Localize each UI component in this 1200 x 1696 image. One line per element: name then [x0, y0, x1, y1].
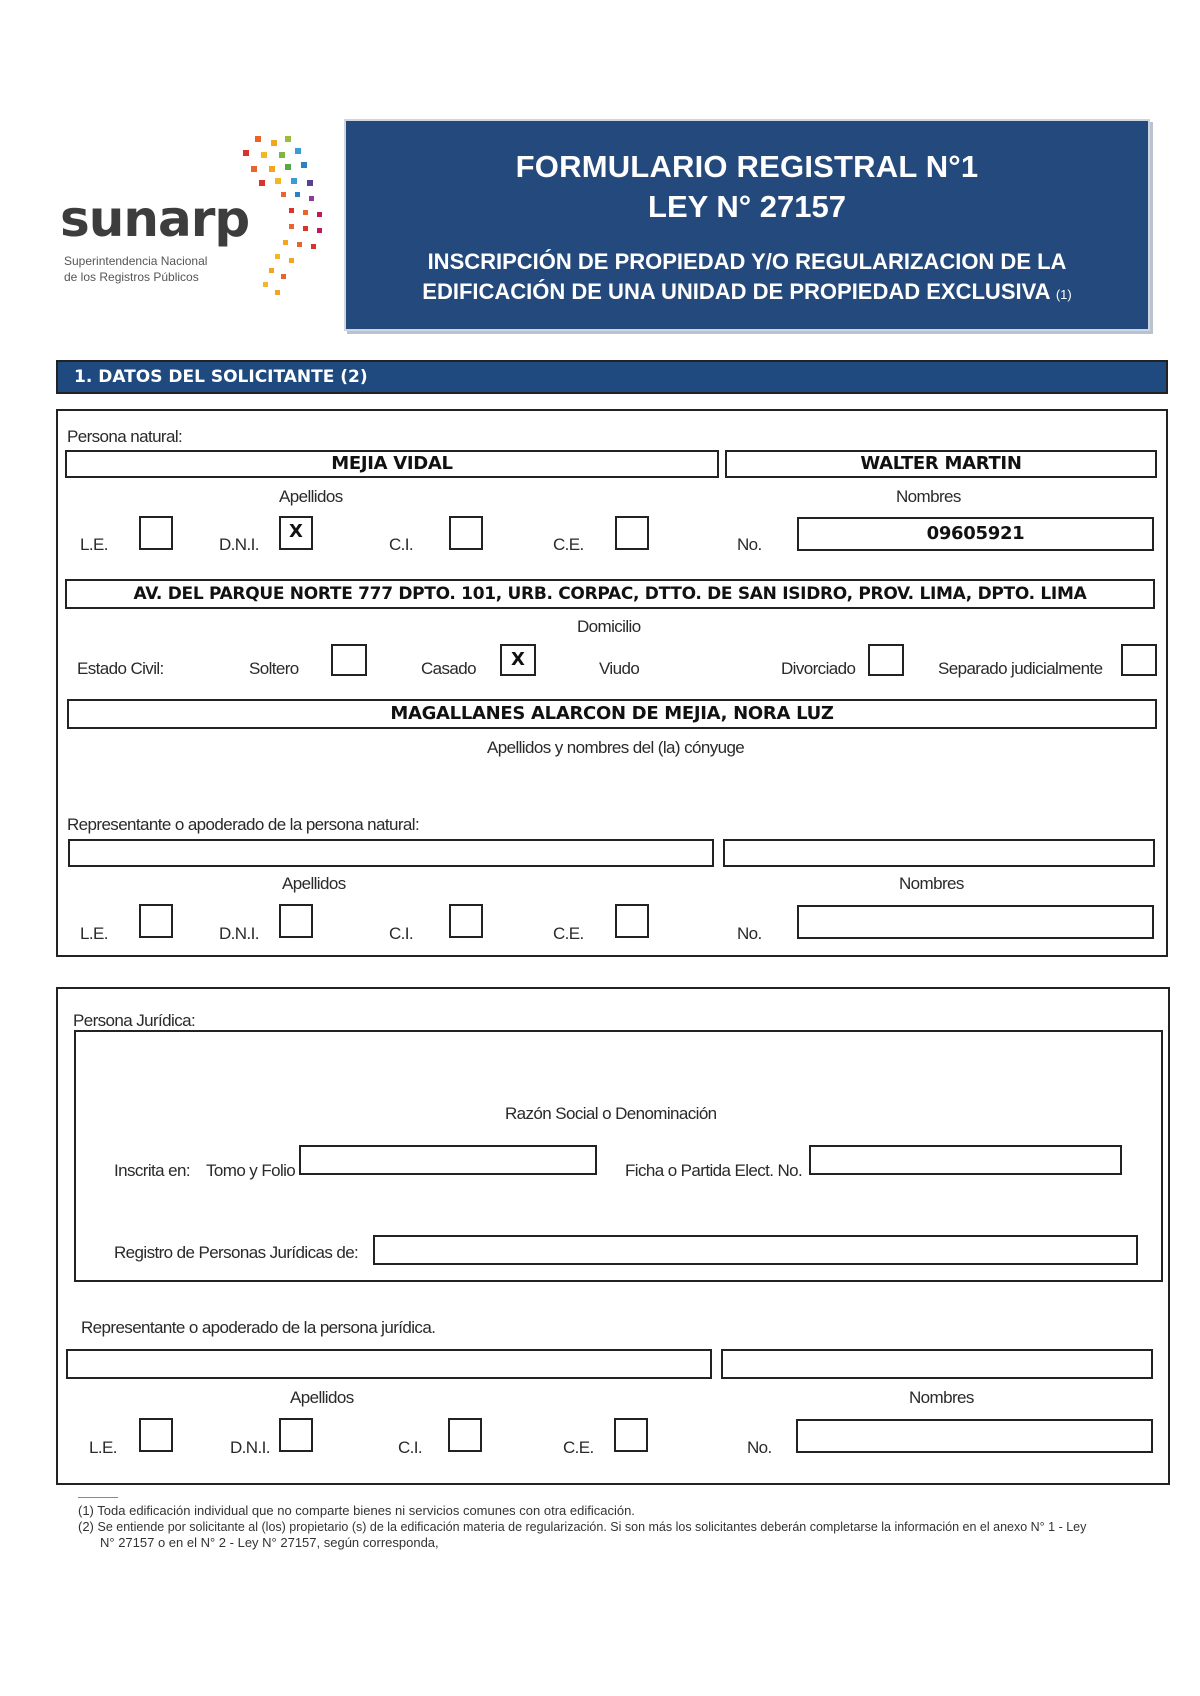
juridical-rep-apellidos-field[interactable] [66, 1349, 712, 1379]
juridical-rep-dni-checkbox[interactable] [279, 1418, 313, 1452]
footnote-2-text-line1: Se entiende por solicitante al (los) propietario (s) de la edificación materia de regularización. Si son más los solicitantes deberán completarse la información en el anexo N° 1 - Ley [97, 1520, 1087, 1534]
ficha-partida-label: Ficha o Partida Elect. No. [625, 1161, 803, 1180]
natural-apellidos-label: Apellidos [279, 487, 343, 506]
natural-rep-label: Representante o apoderado de la persona natural: [67, 815, 420, 834]
natural-rep-dni-checkbox[interactable] [279, 904, 313, 938]
natural-apellidos-field[interactable]: MEJIA VIDAL [65, 450, 719, 478]
separado-label: Separado judicialmente [938, 659, 1103, 678]
brand-name: sunarp [60, 190, 250, 248]
razon-social-label: Razón Social o Denominación [505, 1104, 717, 1123]
natural-dni-label: D.N.I. [219, 535, 259, 554]
natural-rep-doc-number-field[interactable] [797, 905, 1154, 939]
casado-checkbox[interactable]: X [500, 644, 536, 676]
natural-rep-dni-label: D.N.I. [219, 924, 259, 943]
footnote-1-ref: (1) [78, 1503, 94, 1518]
natural-nombres-label: Nombres [896, 487, 961, 506]
natural-ci-checkbox[interactable] [449, 516, 483, 550]
juridical-rep-doc-number-field[interactable] [796, 1419, 1153, 1453]
brand-subtitle-line2: de los Registros Públicos [64, 270, 199, 284]
section-title-bar [56, 360, 1168, 394]
footnote-2 [78, 1519, 1178, 1535]
footnote-divider [78, 1497, 118, 1498]
natural-nombres-field[interactable]: WALTER MARTIN [725, 450, 1157, 478]
natural-doc-number-field[interactable]: 09605921 [797, 517, 1154, 551]
soltero-label: Soltero [249, 659, 299, 678]
form-title-line2: LEY N° 27157 [648, 189, 846, 224]
sunarp-logo [60, 130, 320, 310]
ficha-partida-field[interactable] [809, 1145, 1122, 1175]
viudo-label: Viudo [599, 659, 640, 678]
tomo-folio-label: Tomo y Folio [206, 1161, 296, 1180]
natural-rep-ci-checkbox[interactable] [449, 904, 483, 938]
natural-ce-label: C.E. [553, 535, 584, 554]
footnote-1-text: Toda edificación individual que no comparte bienes ni servicios comunes con otra edificación. [97, 1503, 635, 1518]
juridical-rep-dni-label: D.N.I. [230, 1438, 270, 1457]
juridical-rep-nombres-field[interactable] [721, 1349, 1153, 1379]
form-title-line1: FORMULARIO REGISTRAL N°1 [515, 149, 979, 184]
natural-rep-ce-label: C.E. [553, 924, 584, 943]
natural-rep-nombres-field[interactable] [723, 839, 1155, 867]
natural-rep-le-label: L.E. [80, 924, 108, 943]
form-subtitle-line2 [346, 279, 1148, 305]
form-header [344, 119, 1150, 331]
natural-rep-ci-label: C.I. [389, 924, 414, 943]
brand-subtitle-line1: Superintendencia Nacional [64, 254, 208, 268]
footnote-1 [78, 1503, 1178, 1519]
registro-juridicas-label: Registro de Personas Jurídicas de: [114, 1243, 359, 1262]
registro-juridicas-field[interactable] [373, 1235, 1138, 1265]
divorciado-checkbox[interactable] [868, 644, 904, 676]
inscrita-label: Inscrita en: [114, 1161, 190, 1180]
natural-person-panel [56, 409, 1168, 957]
form-subtitle-line1: INSCRIPCIÓN DE PROPIEDAD Y/O REGULARIZACION DE LA [427, 249, 1067, 274]
conyuge-field[interactable]: MAGALLANES ALARCON DE MEJIA, NORA LUZ [67, 699, 1157, 729]
natural-le-label: L.E. [80, 535, 108, 554]
natural-rep-nombres-label: Nombres [899, 874, 964, 893]
conyuge-label: Apellidos y nombres del (la) cónyuge [487, 738, 745, 757]
juridical-rep-nombres-label: Nombres [909, 1388, 974, 1407]
natural-rep-ce-checkbox[interactable] [615, 904, 649, 938]
divorciado-label: Divorciado [781, 659, 856, 678]
soltero-checkbox[interactable] [331, 644, 367, 676]
natural-no-label: No. [737, 535, 762, 554]
natural-ce-checkbox[interactable] [615, 516, 649, 550]
natural-rep-apellidos-field[interactable] [68, 839, 714, 867]
natural-rep-le-checkbox[interactable] [139, 904, 173, 938]
juridical-rep-ci-checkbox[interactable] [448, 1418, 482, 1452]
natural-rep-apellidos-label: Apellidos [282, 874, 346, 893]
juridical-rep-le-checkbox[interactable] [139, 1418, 173, 1452]
tomo-folio-field[interactable] [299, 1145, 597, 1175]
form-note-ref: (1) [1055, 287, 1072, 302]
natural-domicilio-label: Domicilio [577, 617, 641, 636]
juridical-rep-ce-checkbox[interactable] [614, 1418, 648, 1452]
casado-label: Casado [421, 659, 476, 678]
natural-rep-no-label: No. [737, 924, 762, 943]
natural-ci-label: C.I. [389, 535, 414, 554]
juridical-rep-ci-label: C.I. [398, 1438, 423, 1457]
natural-le-checkbox[interactable] [139, 516, 173, 550]
footnote-2-cont: N° 27157 o en el N° 2 - Ley N° 27157, según corresponda, [100, 1535, 439, 1550]
juridical-rep-label: Representante o apoderado de la persona jurídica. [81, 1318, 436, 1337]
juridical-rep-le-label: L.E. [89, 1438, 117, 1457]
estado-civil-label: Estado Civil: [77, 659, 164, 678]
natural-domicilio-field[interactable]: AV. DEL PARQUE NORTE 777 DPTO. 101, URB. CORPAC, DTTO. DE SAN ISIDRO, PROV. LIMA, DPTO. LIMA [65, 579, 1155, 609]
natural-person-label: Persona natural: [67, 427, 183, 446]
natural-dni-checkbox[interactable]: X [279, 516, 313, 550]
juridical-rep-no-label: No. [747, 1438, 772, 1457]
juridical-rep-apellidos-label: Apellidos [290, 1388, 354, 1407]
separado-checkbox[interactable] [1121, 644, 1157, 676]
section-title: 1. DATOS DEL SOLICITANTE (2) [74, 367, 368, 387]
form-subtitle-line2-text: EDIFICACIÓN DE UNA UNIDAD DE PROPIEDAD EXCLUSIVA [422, 279, 1050, 304]
footnote-2-ref: (2) [78, 1519, 94, 1534]
juridical-person-label: Persona Jurídica: [73, 1011, 196, 1030]
juridical-rep-ce-label: C.E. [563, 1438, 594, 1457]
